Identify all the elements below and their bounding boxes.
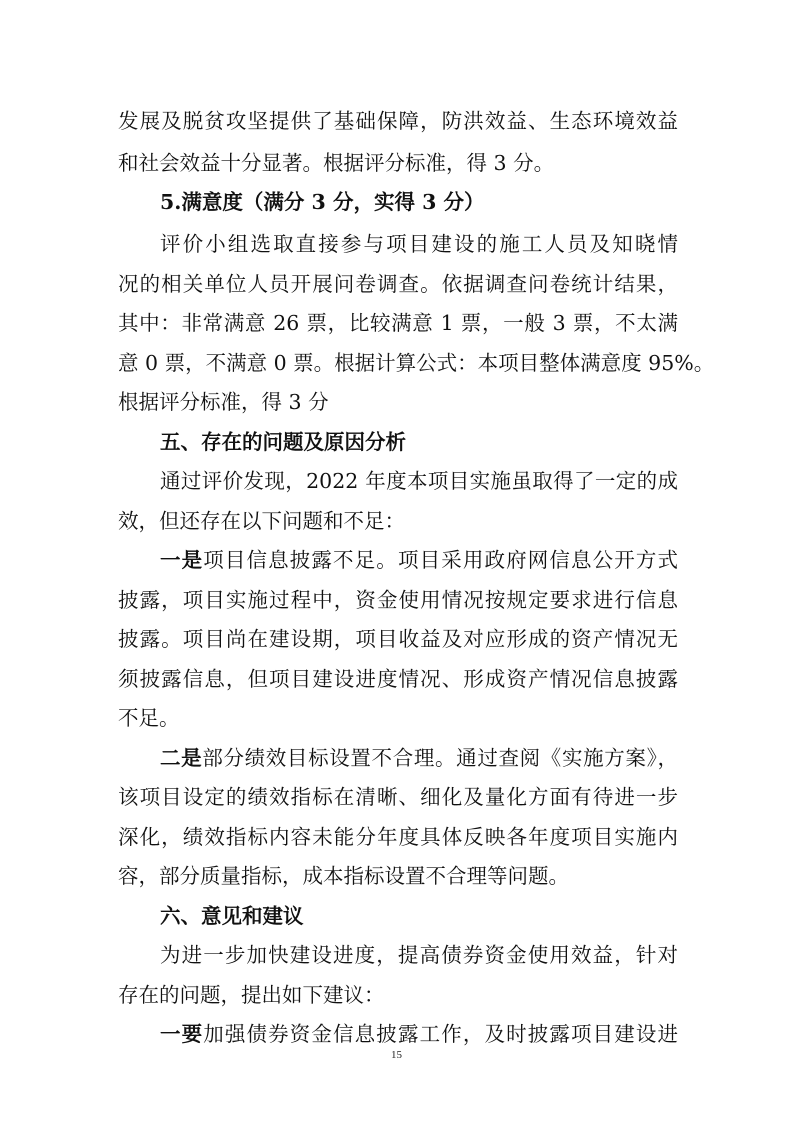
body-text-line: 该项目设定的绩效指标在清晰、细化及量化方面有待进一步 xyxy=(118,785,678,809)
page-number: 15 xyxy=(391,1049,402,1061)
body-text-line: 通过评价发现，2022 年度本项目实施虽取得了一定的成 xyxy=(160,469,678,493)
paragraph-text: 加强债券资金信息披露工作，及时披露项目建设进 xyxy=(203,1022,679,1046)
body-text-line: 评价小组选取直接参与项目建设的施工人员及知晓情 xyxy=(160,232,678,256)
body-text-line: 发展及脱贫攻坚提供了基础保障，防洪效益、生态环境效益 xyxy=(118,109,678,133)
body-text-line: 和社会效益十分显著。根据评分标准，得 3 分。 xyxy=(118,151,555,175)
section-heading: 5.满意度（满分 3 分，实得 3 分） xyxy=(160,190,485,214)
body-text-line: 存在的问题，提出如下建议： xyxy=(118,983,385,1007)
body-text-line: 效，但还存在以下问题和不足： xyxy=(118,509,405,533)
paragraph-text: 部分绩效目标设置不合理。通过查阅《实施方案》， xyxy=(202,746,678,770)
chapter-heading: 六、意见和建议 xyxy=(160,904,304,928)
chapter-heading: 五、存在的问题及原因分析 xyxy=(160,430,406,454)
body-text-line: 不足。 xyxy=(118,706,180,730)
paragraph-lead: 二是 xyxy=(160,746,203,770)
body-text-line xyxy=(160,745,678,771)
body-text-line xyxy=(160,547,678,573)
body-text-line: 根据评分标准，得 3 分 xyxy=(118,390,329,414)
body-text-line: 况的相关单位人员开展问卷调查。依据调查问卷统计结果， xyxy=(118,272,678,296)
paragraph-text: 项目信息披露不足。项目采用政府网信息公开方式 xyxy=(203,548,679,572)
paragraph-lead: 一是 xyxy=(160,548,204,572)
body-text-line: 披露，项目实施过程中，资金使用情况按规定要求进行信息 xyxy=(118,588,678,612)
body-text-line: 意 0 票，不满意 0 票。根据计算公式：本项目整体满意度 95%。 xyxy=(118,351,715,375)
body-text-line: 为进一步加快建设进度，提高债券资金使用效益，针对 xyxy=(160,943,678,967)
paragraph-lead: 一要 xyxy=(160,1022,204,1046)
body-text-line: 深化，绩效指标内容未能分年度具体反映各年度项目实施内 xyxy=(118,825,678,849)
body-text-line: 须披露信息，但项目建设进度情况、形成资产情况信息披露 xyxy=(118,667,678,691)
body-text-line: 披露。项目尚在建设期，项目收益及对应形成的资产情况无 xyxy=(118,627,678,651)
body-text-line: 其中：非常满意 26 票，比较满意 1 票，一般 3 票，不太满 xyxy=(118,311,678,335)
body-text-line: 容，部分质量指标，成本指标设置不合理等问题。 xyxy=(118,864,569,888)
body-text-line xyxy=(160,1021,678,1047)
